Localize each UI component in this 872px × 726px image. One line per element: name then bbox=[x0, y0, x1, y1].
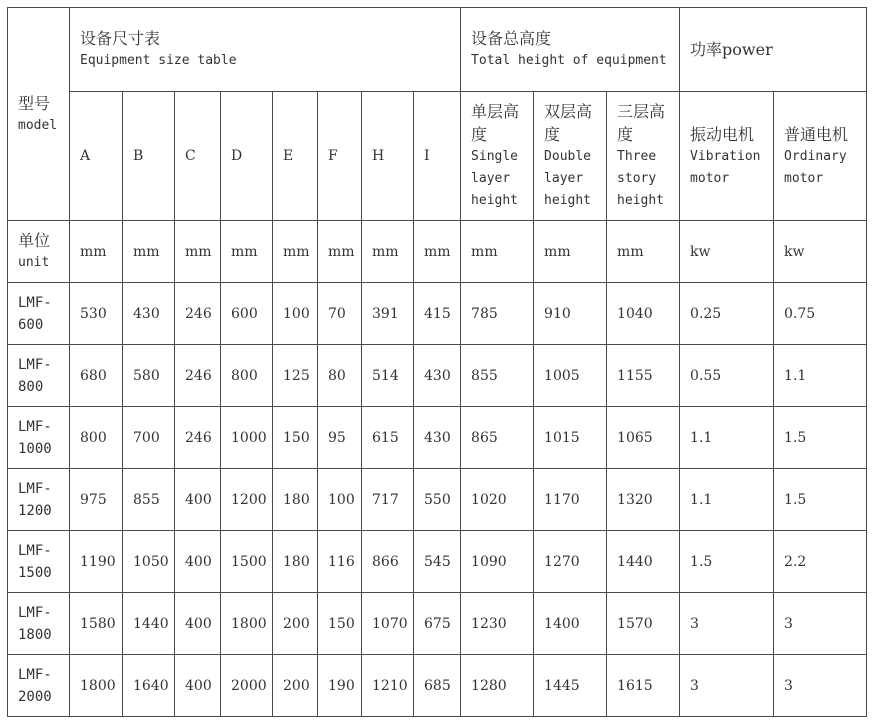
model-name-cell: LMF-1200 bbox=[8, 469, 70, 531]
three-story-header-cn: 三层高度 bbox=[617, 102, 666, 144]
value-cell: 1500 bbox=[221, 531, 273, 593]
value-cell: 0.25 bbox=[680, 283, 774, 345]
value-cell: 246 bbox=[175, 283, 221, 345]
dim-header-a: A bbox=[70, 92, 123, 221]
unit-label-cell bbox=[8, 221, 70, 283]
value-cell: 430 bbox=[414, 345, 461, 407]
model-name-cell: LMF-800 bbox=[8, 345, 70, 407]
value-cell: 200 bbox=[273, 655, 318, 717]
value-cell: 855 bbox=[123, 469, 175, 531]
value-cell: 785 bbox=[461, 283, 534, 345]
value-cell: 580 bbox=[123, 345, 175, 407]
value-cell: 1020 bbox=[461, 469, 534, 531]
three-story-header-cell bbox=[607, 92, 680, 221]
value-cell: 685 bbox=[414, 655, 461, 717]
dim-header-c: C bbox=[175, 92, 221, 221]
vibration-motor-header-en: Vibration motor bbox=[690, 148, 761, 186]
double-layer-header-cell bbox=[534, 92, 607, 221]
value-cell: 0.75 bbox=[774, 283, 867, 345]
value-cell: 1050 bbox=[123, 531, 175, 593]
total-height-header-en: Total height of equipment bbox=[471, 53, 667, 68]
equipment-spec-table bbox=[7, 7, 867, 717]
value-cell: 1.1 bbox=[680, 469, 774, 531]
value-cell: 1440 bbox=[123, 593, 175, 655]
value-cell: 150 bbox=[318, 593, 362, 655]
value-cell: 246 bbox=[175, 407, 221, 469]
value-cell: 1015 bbox=[534, 407, 607, 469]
value-cell: 680 bbox=[70, 345, 123, 407]
unit-cell: mm bbox=[175, 221, 221, 283]
value-cell: 100 bbox=[273, 283, 318, 345]
table-row bbox=[8, 345, 867, 407]
value-cell: 125 bbox=[273, 345, 318, 407]
table-row bbox=[8, 655, 867, 717]
value-cell: 430 bbox=[414, 407, 461, 469]
table-row bbox=[8, 407, 867, 469]
unit-cell: mm bbox=[607, 221, 680, 283]
header-row-2 bbox=[8, 92, 867, 221]
value-cell: 855 bbox=[461, 345, 534, 407]
table-row bbox=[8, 283, 867, 345]
size-table-header-en: Equipment size table bbox=[80, 53, 237, 68]
value-cell: 200 bbox=[273, 593, 318, 655]
unit-cell: mm bbox=[318, 221, 362, 283]
value-cell: 800 bbox=[70, 407, 123, 469]
dim-header-f: F bbox=[318, 92, 362, 221]
value-cell: 400 bbox=[175, 655, 221, 717]
value-cell: 1200 bbox=[221, 469, 273, 531]
value-cell: 3 bbox=[680, 593, 774, 655]
value-cell: 1070 bbox=[362, 593, 414, 655]
model-name-cell: LMF-1500 bbox=[8, 531, 70, 593]
value-cell: 866 bbox=[362, 531, 414, 593]
value-cell: 2.2 bbox=[774, 531, 867, 593]
value-cell: 1190 bbox=[70, 531, 123, 593]
value-cell: 717 bbox=[362, 469, 414, 531]
value-cell: 530 bbox=[70, 283, 123, 345]
value-cell: 400 bbox=[175, 531, 221, 593]
value-cell: 100 bbox=[318, 469, 362, 531]
dim-header-h: H bbox=[362, 92, 414, 221]
size-table-header-cn: 设备尺寸表 bbox=[80, 29, 161, 48]
dim-header-b: B bbox=[123, 92, 175, 221]
value-cell: 1615 bbox=[607, 655, 680, 717]
value-cell: 1005 bbox=[534, 345, 607, 407]
value-cell: 975 bbox=[70, 469, 123, 531]
power-header: 功率power bbox=[690, 40, 773, 59]
value-cell: 3 bbox=[680, 655, 774, 717]
value-cell: 1090 bbox=[461, 531, 534, 593]
value-cell: 1640 bbox=[123, 655, 175, 717]
value-cell: 1.1 bbox=[774, 345, 867, 407]
value-cell: 400 bbox=[175, 593, 221, 655]
value-cell: 180 bbox=[273, 531, 318, 593]
value-cell: 1230 bbox=[461, 593, 534, 655]
value-cell: 1210 bbox=[362, 655, 414, 717]
value-cell: 865 bbox=[461, 407, 534, 469]
value-cell: 1440 bbox=[607, 531, 680, 593]
value-cell: 550 bbox=[414, 469, 461, 531]
double-layer-header-en: Double layer height bbox=[544, 149, 592, 208]
value-cell: 2000 bbox=[221, 655, 273, 717]
dim-header-d: D bbox=[221, 92, 273, 221]
value-cell: 3 bbox=[774, 593, 867, 655]
single-layer-header-cell bbox=[461, 92, 534, 221]
value-cell: 95 bbox=[318, 407, 362, 469]
unit-cell: mm bbox=[273, 221, 318, 283]
total-height-header-cn: 设备总高度 bbox=[471, 29, 552, 48]
unit-cell: mm bbox=[123, 221, 175, 283]
value-cell: 1400 bbox=[534, 593, 607, 655]
value-cell: 116 bbox=[318, 531, 362, 593]
value-cell: 70 bbox=[318, 283, 362, 345]
model-name-cell: LMF-1000 bbox=[8, 407, 70, 469]
dim-header-i: I bbox=[414, 92, 461, 221]
single-layer-header-cn: 单层高度 bbox=[471, 102, 520, 144]
spec-table-wrapper bbox=[7, 7, 867, 717]
unit-cell: kw bbox=[774, 221, 867, 283]
value-cell: 675 bbox=[414, 593, 461, 655]
dim-header-e: E bbox=[273, 92, 318, 221]
table-body bbox=[8, 8, 867, 717]
model-name-cell: LMF-1800 bbox=[8, 593, 70, 655]
unit-cell: mm bbox=[70, 221, 123, 283]
value-cell: 1800 bbox=[70, 655, 123, 717]
three-story-header-en: Three story height bbox=[617, 149, 665, 208]
ordinary-motor-header-en: Ordinary motor bbox=[784, 148, 847, 186]
unit-cell: mm bbox=[362, 221, 414, 283]
value-cell: 1580 bbox=[70, 593, 123, 655]
table-row bbox=[8, 469, 867, 531]
table-row bbox=[8, 593, 867, 655]
unit-cell: kw bbox=[680, 221, 774, 283]
unit-label-en: unit bbox=[18, 255, 50, 270]
model-name-cell: LMF-600 bbox=[8, 283, 70, 345]
value-cell: 400 bbox=[175, 469, 221, 531]
value-cell: 415 bbox=[414, 283, 461, 345]
value-cell: 1280 bbox=[461, 655, 534, 717]
model-name-cell: LMF-2000 bbox=[8, 655, 70, 717]
value-cell: 1040 bbox=[607, 283, 680, 345]
unit-cell: mm bbox=[414, 221, 461, 283]
unit-cell: mm bbox=[221, 221, 273, 283]
value-cell: 0.55 bbox=[680, 345, 774, 407]
value-cell: 391 bbox=[362, 283, 414, 345]
value-cell: 615 bbox=[362, 407, 414, 469]
size-table-header-cell bbox=[70, 8, 461, 92]
value-cell: 3 bbox=[774, 655, 867, 717]
value-cell: 430 bbox=[123, 283, 175, 345]
value-cell: 514 bbox=[362, 345, 414, 407]
value-cell: 1270 bbox=[534, 531, 607, 593]
total-height-header-cell bbox=[461, 8, 680, 92]
value-cell: 1.5 bbox=[774, 407, 867, 469]
value-cell: 1065 bbox=[607, 407, 680, 469]
value-cell: 1155 bbox=[607, 345, 680, 407]
double-layer-header-cn: 双层高度 bbox=[544, 102, 593, 144]
value-cell: 600 bbox=[221, 283, 273, 345]
value-cell: 1000 bbox=[221, 407, 273, 469]
model-header-en: model bbox=[18, 117, 58, 133]
value-cell: 1445 bbox=[534, 655, 607, 717]
value-cell: 700 bbox=[123, 407, 175, 469]
value-cell: 1170 bbox=[534, 469, 607, 531]
value-cell: 1320 bbox=[607, 469, 680, 531]
model-header-cn: 型号 bbox=[18, 93, 51, 113]
unit-label-cn: 单位 bbox=[18, 231, 51, 250]
value-cell: 800 bbox=[221, 345, 273, 407]
value-cell: 545 bbox=[414, 531, 461, 593]
ordinary-motor-header-cell bbox=[774, 92, 867, 221]
value-cell: 80 bbox=[318, 345, 362, 407]
unit-row bbox=[8, 221, 867, 283]
value-cell: 1800 bbox=[221, 593, 273, 655]
header-row-1 bbox=[8, 8, 867, 92]
single-layer-header-en: Single layer height bbox=[471, 149, 519, 208]
value-cell: 910 bbox=[534, 283, 607, 345]
vibration-motor-header-cell bbox=[680, 92, 774, 221]
value-cell: 180 bbox=[273, 469, 318, 531]
value-cell: 1570 bbox=[607, 593, 680, 655]
vibration-motor-header-cn: 振动电机 bbox=[690, 124, 755, 144]
unit-cell: mm bbox=[461, 221, 534, 283]
unit-cell: mm bbox=[534, 221, 607, 283]
model-header-cell bbox=[8, 8, 70, 221]
value-cell: 1.1 bbox=[680, 407, 774, 469]
table-row bbox=[8, 531, 867, 593]
value-cell: 1.5 bbox=[680, 531, 774, 593]
power-header-cell bbox=[680, 8, 867, 92]
ordinary-motor-header-cn: 普通电机 bbox=[784, 124, 849, 144]
value-cell: 246 bbox=[175, 345, 221, 407]
value-cell: 190 bbox=[318, 655, 362, 717]
value-cell: 150 bbox=[273, 407, 318, 469]
value-cell: 1.5 bbox=[774, 469, 867, 531]
